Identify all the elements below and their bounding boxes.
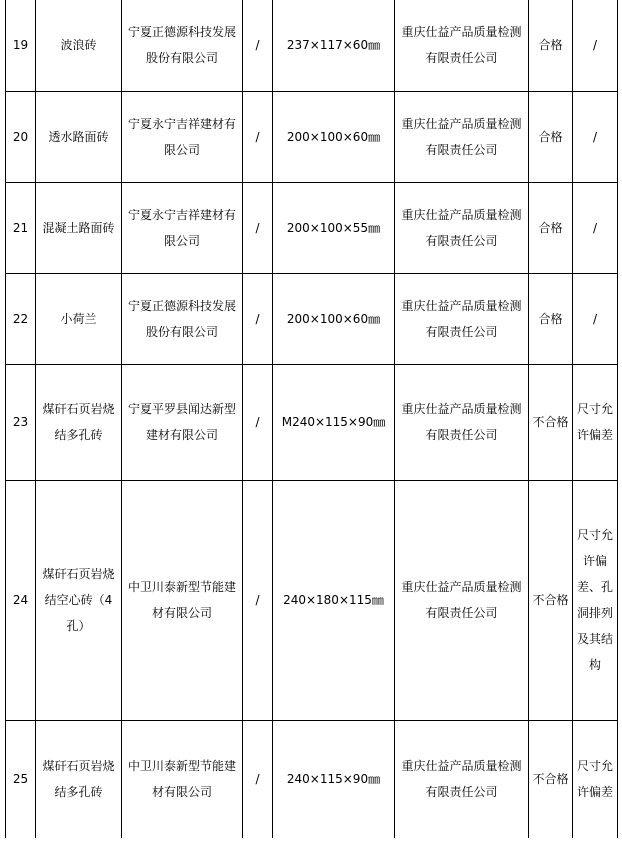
table-row xyxy=(6,364,618,480)
result-cell: 不合格 xyxy=(529,720,573,838)
product-name-cell: 波浪砖 xyxy=(36,0,122,91)
inspector-cell: 重庆仕益产品质量检测有限责任公司 xyxy=(395,273,529,364)
manufacturer-cell: 宁夏正德源科技发展股份有限公司 xyxy=(122,0,243,91)
row-number-cell: 20 xyxy=(6,91,36,182)
table-row xyxy=(6,720,618,838)
result-cell: 合格 xyxy=(529,182,573,273)
trademark-cell: / xyxy=(243,0,273,91)
product-name-cell: 透水路面砖 xyxy=(36,91,122,182)
inspector-cell: 重庆仕益产品质量检测有限责任公司 xyxy=(395,91,529,182)
spec-cell: 240×115×90㎜ xyxy=(273,720,395,838)
product-name-cell: 煤矸石页岩烧结空心砖（4孔） xyxy=(36,480,122,720)
manufacturer-cell: 中卫川泰新型节能建材有限公司 xyxy=(122,480,243,720)
trademark-cell: / xyxy=(243,364,273,480)
note-cell: / xyxy=(573,273,618,364)
table-row xyxy=(6,182,618,273)
product-name-cell: 混凝土路面砖 xyxy=(36,182,122,273)
row-number-cell: 24 xyxy=(6,480,36,720)
note-cell: / xyxy=(573,182,618,273)
result-cell: 合格 xyxy=(529,273,573,364)
table-row xyxy=(6,0,618,91)
manufacturer-cell: 宁夏平罗县闻达新型建材有限公司 xyxy=(122,364,243,480)
row-number-cell: 19 xyxy=(6,0,36,91)
spec-cell: M240×115×90㎜ xyxy=(273,364,395,480)
inspector-cell: 重庆仕益产品质量检测有限责任公司 xyxy=(395,0,529,91)
manufacturer-cell: 宁夏正德源科技发展股份有限公司 xyxy=(122,273,243,364)
note-cell: 尺寸允许偏差 xyxy=(573,364,618,480)
spec-cell: 200×100×60㎜ xyxy=(273,91,395,182)
spec-cell: 200×100×55㎜ xyxy=(273,182,395,273)
note-cell: / xyxy=(573,0,618,91)
trademark-cell: / xyxy=(243,91,273,182)
spec-cell: 200×100×60㎜ xyxy=(273,273,395,364)
result-cell: 不合格 xyxy=(529,480,573,720)
result-cell: 不合格 xyxy=(529,364,573,480)
manufacturer-cell: 宁夏永宁吉祥建材有限公司 xyxy=(122,182,243,273)
inspector-cell: 重庆仕益产品质量检测有限责任公司 xyxy=(395,720,529,838)
inspector-cell: 重庆仕益产品质量检测有限责任公司 xyxy=(395,182,529,273)
inspector-cell: 重庆仕益产品质量检测有限责任公司 xyxy=(395,480,529,720)
manufacturer-cell: 宁夏永宁吉祥建材有限公司 xyxy=(122,91,243,182)
row-number-cell: 21 xyxy=(6,182,36,273)
inspection-results-table xyxy=(5,0,618,838)
table-row xyxy=(6,91,618,182)
row-number-cell: 25 xyxy=(6,720,36,838)
inspector-cell: 重庆仕益产品质量检测有限责任公司 xyxy=(395,364,529,480)
spec-cell: 240×180×115㎜ xyxy=(273,480,395,720)
result-cell: 合格 xyxy=(529,91,573,182)
table-row xyxy=(6,273,618,364)
trademark-cell: / xyxy=(243,480,273,720)
spec-cell: 237×117×60㎜ xyxy=(273,0,395,91)
product-name-cell: 煤矸石页岩烧结多孔砖 xyxy=(36,364,122,480)
row-number-cell: 23 xyxy=(6,364,36,480)
row-number-cell: 22 xyxy=(6,273,36,364)
product-name-cell: 小荷兰 xyxy=(36,273,122,364)
trademark-cell: / xyxy=(243,182,273,273)
table-row xyxy=(6,480,618,720)
trademark-cell: / xyxy=(243,720,273,838)
trademark-cell: / xyxy=(243,273,273,364)
result-cell: 合格 xyxy=(529,0,573,91)
note-cell: 尺寸允许偏差 xyxy=(573,720,618,838)
note-cell: / xyxy=(573,91,618,182)
manufacturer-cell: 中卫川泰新型节能建材有限公司 xyxy=(122,720,243,838)
note-cell: 尺寸允许偏差、孔洞排列及其结构 xyxy=(573,480,618,720)
product-name-cell: 煤矸石页岩烧结多孔砖 xyxy=(36,720,122,838)
